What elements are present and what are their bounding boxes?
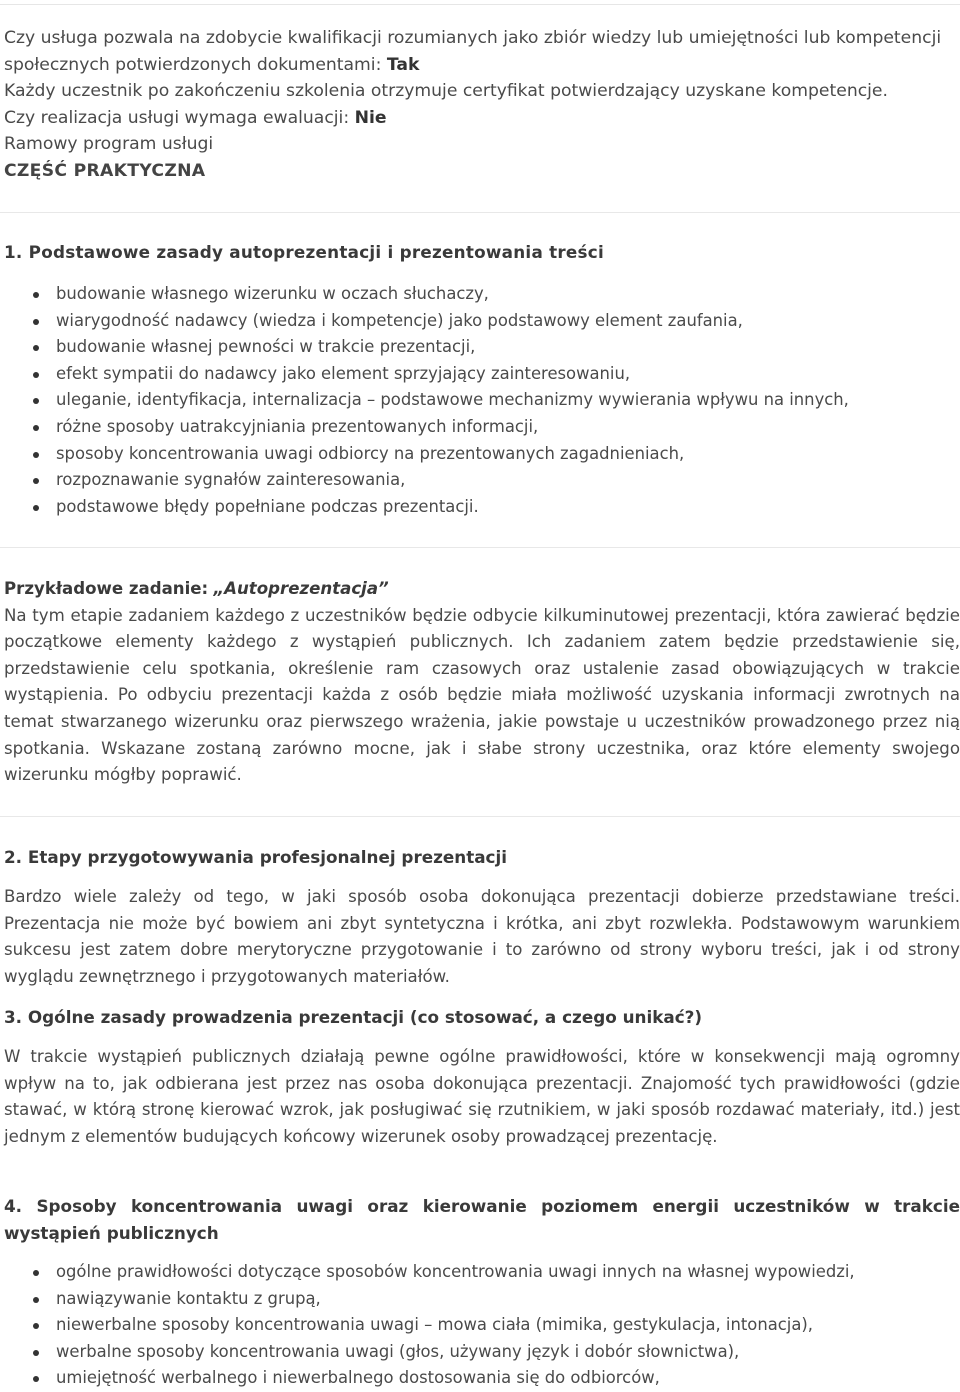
service-meta	[4, 25, 960, 185]
section-3-title: 3. Ogólne zasady prowadzenia prezentacji (co stosować, a czego unikać?)	[4, 1007, 703, 1027]
list-item: werbalne sposoby koncentrowania uwagi (głos, używany język i dobór słownictwa),	[4, 1339, 855, 1366]
program-label: Ramowy program usługi	[4, 134, 214, 155]
section-4-list	[4, 1259, 855, 1392]
list-item: sposoby koncentrowania uwagi odbiorcy na prezentowanych zagadnieniach,	[4, 441, 849, 468]
list-item: budowanie własnej pewności w trakcie prezentacji,	[4, 334, 849, 361]
section-1-list	[4, 281, 849, 520]
list-item: podstawowe błędy popełniane podczas prezentacji.	[4, 494, 849, 521]
list-item: różne sposoby uatrakcyjniania prezentowanych informacji,	[4, 414, 849, 441]
qualification-label: Czy usługa pozwala na zdobycie kwalifikacji rozumianych jako zbiór wiedzy lub umiejętności lub kompetencji społecznych potwierdzonych dokumentami:	[4, 28, 942, 75]
qualification-row	[4, 25, 960, 78]
evaluation-row	[4, 105, 960, 132]
certificate-note: Każdy uczestnik po zakończeniu szkolenia otrzymuje certyfikat potwierdzający uzyskane kompetencje.	[4, 81, 888, 102]
section-2-title: 2. Etapy przygotowywania profesjonalnej prezentacji	[4, 847, 507, 867]
task-name: „Autoprezentacja”	[213, 579, 389, 598]
list-item: nawiązywanie kontaktu z grupą,	[4, 1286, 855, 1313]
list-item: rozpoznawanie sygnałów zainteresowania,	[4, 467, 849, 494]
example-task	[4, 576, 960, 789]
section-3-text: W trakcie wystąpień publicznych działają pewne ogólne prawidłowości, które w konsekwencji mają ogromny wpływ na to, jak odbierana jest przez nas osoba dokonująca prezentacji. Znajomość tych prawidłowości (gdzie stawać, w którą stronę kierować wzrok, jak posługiwać się rzutnikiem, w jaki sposób rozdawać materiały, itd.) jest jednym z elementów budujących końcowy wizerunek osoby prowadzącej prezentację.	[4, 1047, 960, 1146]
task-heading	[4, 576, 960, 603]
task-label: Przykładowe zadanie:	[4, 579, 209, 598]
divider	[0, 547, 960, 548]
divider	[0, 816, 960, 817]
task-text: Na tym etapie zadaniem każdego z uczestników będzie odbycie kilkuminutowej prezentacji, która zawierać będzie początkowe elementy każdego z wystąpień publicznych. Ich zadaniem zatem będzie przedstawienie się, przedstawienie celu spotkania, określenie ram czasowych oraz ustalenie zasad obowiązujących w trakcie wystąpienia. Po odbyciu prezentacji każda z osób będzie miała możliwość uzyskania informacji zwrotnych na temat stwarzanego wizerunku oraz pierwszego wrażenia, jakie powstaje u uczestników prowadzonego przez nią spotkania. Wskazane zostaną zarówno mocne, jak i słabe strony uczestnika, oraz które elementy swojego wizerunku mógłby poprawić.	[4, 605, 960, 785]
list-item: budowanie własnego wizerunku w oczach słuchaczy,	[4, 281, 849, 308]
list-item: niewerbalne sposoby koncentrowania uwagi – mowa ciała (mimika, gestykulacja, intonacja),	[4, 1312, 855, 1339]
evaluation-label: Czy realizacja usługi wymaga ewaluacji:	[4, 107, 350, 128]
list-item: umiejętność werbalnego i niewerbalnego dostosowania się do odbiorców,	[4, 1365, 855, 1392]
part-label: CZĘŚĆ PRAKTYCZNA	[4, 160, 206, 181]
qualification-value: Tak	[386, 54, 420, 75]
section-2-text: Bardzo wiele zależy od tego, w jaki sposób osoba dokonująca prezentacji dobierze przedstawiane treści. Prezentacja nie może być bowiem ani zbyt syntetyczna i krótka, ani zbyt rozwlekła. Podstawowym warunkiem sukcesu jest zatem dobre merytoryczne przygotowanie i to zarówno od strony wyboru treści, jak i od strony wyglądu zewnętrznego i przygotowanych materiałów.	[4, 887, 960, 986]
list-item: efekt sympatii do nadawcy jako element sprzyjający zainteresowaniu,	[4, 361, 849, 388]
section-4-title: 4. Sposoby koncentrowania uwagi oraz kierowanie poziomem energii uczestników w trakcie wystąpień publicznych	[4, 1196, 960, 1243]
evaluation-value: Nie	[354, 107, 387, 128]
list-item: ogólne prawidłowości dotyczące sposobów koncentrowania uwagi innych na własnej wypowiedzi,	[4, 1259, 855, 1286]
top-divider	[0, 4, 960, 5]
section-1-title: 1. Podstawowe zasady autoprezentacji i prezentowania treści	[4, 242, 604, 262]
list-item: uleganie, identyfikacja, internalizacja – podstawowe mechanizmy wywierania wpływu na innych,	[4, 387, 849, 414]
list-item: wiarygodność nadawcy (wiedza i kompetencje) jako podstawowy element zaufania,	[4, 308, 849, 335]
divider	[0, 212, 960, 213]
